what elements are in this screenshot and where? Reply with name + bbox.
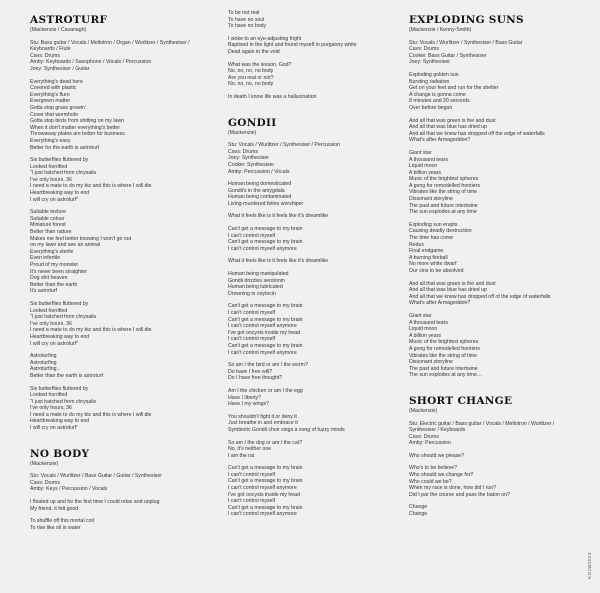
lyric-line: Over before begun xyxy=(409,104,453,111)
lyric-line: You shouldn't fight it or deny it xyxy=(228,413,297,420)
lyric-line: "I just hatched from chrysalis xyxy=(30,398,97,405)
lyric-line: My friend, it felt good xyxy=(30,505,79,512)
lyric-line: Giant star xyxy=(409,149,432,156)
lyric-line: I can't control myself xyxy=(228,310,276,316)
lyric-line: Miniature forest xyxy=(30,222,66,229)
lyric-line: Exploding golden sun xyxy=(409,71,459,78)
lyric-line: To have no body xyxy=(228,23,267,30)
lyric-line: What's after Armageddon? xyxy=(409,300,471,307)
personnel-credits xyxy=(30,473,210,493)
lyric-stanza xyxy=(30,209,210,295)
lyric-line: I can't control myself xyxy=(228,336,276,343)
lyric-stanza xyxy=(228,271,408,297)
personnel-credits xyxy=(30,40,210,73)
lyric-line: Music of the brightest spheres xyxy=(409,339,479,346)
song-writers: (Mackenzie / Kenny-Smith) xyxy=(409,27,472,33)
lyric-stanza xyxy=(228,36,408,56)
lyric-line: Liquid moon xyxy=(409,163,438,170)
lyric-line: Causing deadly destruction xyxy=(409,228,472,235)
lyric-line: No, no, no, no body xyxy=(228,68,274,75)
lyric-line: A gong for remodelled frontiers xyxy=(409,345,480,352)
lyric-line: No, it's neither one xyxy=(228,446,272,453)
lyric-line: A change is gonna come xyxy=(409,91,466,98)
lyric-line: I can't control myself anymore xyxy=(228,485,297,492)
lyric-line: I can't control myself xyxy=(228,232,276,239)
lyric-line: Evergreen matter xyxy=(30,98,71,105)
personnel-line: Cavs: Drums xyxy=(409,46,439,53)
lyric-line: And all that was blue has dried up xyxy=(409,287,487,294)
lyric-line: Covered with plastic xyxy=(30,85,77,92)
lyric-line: Human being manipulated xyxy=(228,271,289,278)
lyric-line: Are you real or not? xyxy=(228,74,274,81)
lyric-line: Everything's dead here xyxy=(30,78,83,85)
lyric-line: No more white dwarf xyxy=(409,261,457,268)
lyric-stanza xyxy=(228,226,408,252)
lyric-line: So am I the dog or am I the cat? xyxy=(228,439,303,446)
lyric-stanza xyxy=(228,388,408,408)
lyric-line: I've only hours, 36 xyxy=(30,320,72,327)
song-block xyxy=(409,14,589,379)
lyric-line: Change xyxy=(409,504,428,511)
lyric-line: Throwaway plates are better for business xyxy=(30,131,125,138)
personnel-credits xyxy=(409,40,589,66)
personnel-line: Cavs: Drums xyxy=(409,433,439,440)
lyric-line: And all that we knew has dropped off of the edge of waterfalls xyxy=(409,293,551,300)
lyric-line: What it feels like is it feels like it's dreamlike xyxy=(228,258,329,265)
lyric-line: Can't get a message to my brain xyxy=(228,478,303,485)
lyric-line: What's after Armageddon? xyxy=(409,137,471,144)
lyric-line: Gotta stop grass growin' xyxy=(30,104,86,111)
lyric-stanza xyxy=(30,386,210,432)
lyric-stanza xyxy=(409,453,589,460)
lyric-line: Better for the earth is astroturf xyxy=(30,144,99,151)
song-writers: (Mackenzie) xyxy=(228,129,257,136)
lyric-line: I've only hours, 36 xyxy=(30,405,72,412)
lyric-line: 8 minutes and 20 seconds xyxy=(409,98,470,105)
song-title: SHORT CHANGE xyxy=(409,394,513,407)
lyric-line: I need a mate to do my biz and this is where I will die xyxy=(30,183,152,190)
lyric-line: A gong for remodelled frontiers xyxy=(409,182,480,189)
lyric-stanza xyxy=(228,94,408,101)
personnel-line: Cavs: Drums xyxy=(228,148,258,155)
lyric-line: "I just hatched from chrysalis xyxy=(30,170,97,177)
lyric-line: Did I par the course and pass the baton on? xyxy=(409,491,510,498)
lyric-line: I will cry on astroturf" xyxy=(30,196,78,203)
lyric-line: Even infertile xyxy=(30,255,60,262)
personnel-credits xyxy=(228,142,408,175)
lyric-line: Looked horrified xyxy=(30,392,68,399)
lyric-line: Am I the chicken or am I the egg xyxy=(228,387,303,394)
lyric-stanza xyxy=(409,222,589,275)
lyric-line: Dead again in the void xyxy=(228,48,280,55)
lyric-line: A thousand tears xyxy=(409,156,448,163)
lyric-line: Looked horrified xyxy=(30,307,68,314)
personnel-line: Amby: Percussion xyxy=(409,440,451,447)
lyric-line: When it don't matter everything's better xyxy=(30,124,120,131)
song-writers: (Mackenzie) xyxy=(409,407,438,414)
lyric-line: I woke to an eye-adjusting fright xyxy=(228,35,302,42)
lyric-line: To be not real xyxy=(228,10,260,16)
lyric-line: Suitable texture xyxy=(30,209,67,216)
lyric-stanza xyxy=(228,414,408,434)
personnel-line: Amby: Keyboards / Saxophone / Vocals / Percussion xyxy=(30,59,152,66)
personnel-line: Amby: Keys / Percussion / Vocals xyxy=(30,486,108,493)
personnel-line: Cookie: Synthesiser xyxy=(228,161,275,168)
lyric-stanza xyxy=(409,313,589,379)
lyric-line: Liquid moon xyxy=(409,326,438,333)
lyric-line: I am the rat xyxy=(228,452,255,459)
lyric-line: Do have I free will? xyxy=(228,368,273,375)
lyric-line: I need a mate to do my biz and this is where I will die xyxy=(30,327,152,334)
lyric-line: And all that was blue has dried up xyxy=(409,124,487,131)
lyric-line: Suitable colour xyxy=(30,215,65,222)
song-title: NO BODY xyxy=(30,447,90,460)
song-title: GONDII xyxy=(228,116,277,129)
lyric-line: Gondii's in the amygdala xyxy=(228,187,285,194)
lyric-line: In death I know life was a hallucination xyxy=(228,93,317,100)
personnel-line: Stu: Vocals / Wurlitzer / Bass Guitar / Guitar / Synthesiser xyxy=(30,473,162,480)
lyric-stanza xyxy=(228,213,408,220)
personnel-line: Stu: Vocals / Wurlitzer / Synthesiser / Bass Guitar xyxy=(409,39,523,46)
lyric-line: "I just hatched from chrysalis xyxy=(30,314,97,321)
song-title: EXPLODING SUNS xyxy=(409,14,524,26)
personnel-line: Stu: Vocals / Wurlitzer / Synthesiser / Percussion xyxy=(228,142,341,149)
lyric-stanza xyxy=(30,157,210,203)
lyric-line: I floated up and for the first time I could relax and unplug xyxy=(30,499,160,506)
lyric-line: Astroturfing xyxy=(30,359,57,366)
lyric-line: A burning fireball xyxy=(409,254,448,261)
lyric-line: Can't get a message to my brain xyxy=(228,342,303,349)
lyric-stanza xyxy=(409,150,589,216)
lyric-line: on my lawn and see an animal xyxy=(30,242,101,249)
lyric-line: I can't control myself anymore xyxy=(228,511,297,518)
personnel-line: Stu: Electric guitar / Bass guitar / Vocals / Mellotron / Wurlitzer / xyxy=(409,420,555,427)
lyric-line: I've got oocysts inside my head xyxy=(228,329,300,336)
personnel-line: Keyboards / Flute xyxy=(30,46,71,53)
lyric-line: The sun explodes at any time… xyxy=(409,372,482,379)
lyric-stanza xyxy=(409,72,589,112)
lyric-line: Baptised in the light and found myself in purgatory white xyxy=(228,42,357,49)
lyric-line: Have I liberty? xyxy=(228,394,262,401)
lyric-line: A billion years xyxy=(409,332,442,339)
lyric-line: Can't get a message to my brain xyxy=(228,303,303,310)
lyric-line: Everything's easy xyxy=(30,137,71,144)
lyric-line: Our sins to be absolved xyxy=(409,268,464,274)
lyric-line: Heartbreaking way to end xyxy=(30,418,90,425)
lyric-stanza xyxy=(30,301,210,347)
lyric-line: Can't get a message to my brain xyxy=(228,465,303,472)
lyric-line: Dog shit heaven xyxy=(30,275,68,282)
song-block xyxy=(228,117,408,519)
personnel-credits xyxy=(409,421,589,447)
lyric-line: Better than the earth xyxy=(30,281,78,288)
lyric-line: Who should we please? xyxy=(409,452,465,459)
lyric-stanza xyxy=(228,440,408,460)
lyric-line: Everything's fluro xyxy=(30,91,70,98)
lyric-line: Who could we be? xyxy=(409,478,452,485)
lyric-line: I can't control myself xyxy=(228,498,276,505)
lyric-line: Heartbreaking way to end xyxy=(30,190,90,197)
lyric-line: Looked horrified xyxy=(30,163,68,170)
lyric-line: The sun explodes at any time xyxy=(409,209,477,216)
lyric-line: When my race is done, how did I run? xyxy=(409,485,497,492)
lyric-line: I can't control myself anymore xyxy=(228,245,297,252)
lyric-line: I've only hours, 36 xyxy=(30,176,72,183)
lyric-line: Drowning in oxytocin xyxy=(228,290,276,297)
lyric-line: Dissonant storyline xyxy=(409,196,453,203)
lyric-stanza xyxy=(228,465,408,518)
lyric-line: To shuffle off this mortal coil xyxy=(30,518,94,525)
lyric-line: Redux xyxy=(409,241,424,248)
lyric-line: Just breathe in and embrace it xyxy=(228,420,298,427)
lyric-line: What was the lesson, God? xyxy=(228,61,292,68)
lyric-line: Who's to be believe? xyxy=(409,465,457,472)
lyric-line: Human being lubricated xyxy=(228,284,283,291)
lyric-line: Astroturfing... xyxy=(30,366,61,373)
lyric-line: No, no, no, no body xyxy=(228,81,274,88)
lyric-line: Living-murdered feline worshiper xyxy=(228,200,304,207)
lyric-line: Vibrates like the string of time xyxy=(409,352,477,359)
lyric-line: Final endgame xyxy=(409,248,444,255)
lyric-line: Makes me feel better knowing I won't go out xyxy=(30,235,132,242)
song-block xyxy=(30,448,210,532)
personnel-line: Cavs: Drums xyxy=(30,479,60,486)
lyric-line: Change xyxy=(409,511,428,518)
lyric-line: Can't get a message to my brain xyxy=(228,316,303,323)
lyric-stanza xyxy=(228,362,408,382)
lyric-line: To rise like oil in water xyxy=(30,524,81,531)
lyric-stanza xyxy=(228,10,408,30)
lyric-line: Astroturfing xyxy=(30,353,57,360)
lyric-line: Vibrates like the string of time xyxy=(409,189,477,196)
lyric-line: Better than nature xyxy=(30,229,72,236)
personnel-line: Stu: Bass guitar / Vocals / Mellotron / Organ / Wurlitzer / Synthesiser / xyxy=(30,39,190,46)
lyric-line: I can't control myself anymore xyxy=(228,323,297,330)
lyric-line: I will cry on astroturf" xyxy=(30,425,78,432)
lyric-line: And all that was green is fire and dust xyxy=(409,117,496,124)
lyric-line: A thousand tears xyxy=(409,319,448,326)
lyric-line: To have no soul xyxy=(228,16,265,23)
lyric-line: Better than the earth is astroturf xyxy=(30,372,103,379)
personnel-line: Amby: Percussion / Vocals xyxy=(228,168,290,175)
personnel-line: Synthesiser / Keyboards xyxy=(409,427,466,434)
lyric-line: The time has come xyxy=(409,235,454,242)
song-block xyxy=(228,10,408,101)
song-block xyxy=(30,14,210,432)
lyric-line: I will cry on astroturf" xyxy=(30,340,78,347)
lyric-line: Gondii drizzles serotonin xyxy=(228,277,285,284)
lyric-line: Dissonant storyline xyxy=(409,359,453,366)
lyric-stanza xyxy=(30,79,210,152)
lyric-line: Human being domesticated xyxy=(228,181,292,188)
personnel-line: Cookie: Bass Guitar / Synthesiser xyxy=(409,52,487,59)
column-middle xyxy=(228,10,408,524)
personnel-line: Cavs: Drums xyxy=(30,52,60,59)
lyric-line: Six butterflies fluttered by xyxy=(30,300,89,307)
lyric-stanza xyxy=(409,465,589,498)
lyric-line: Music of the brightest spheres xyxy=(409,176,479,183)
personnel-line: Joey: Synthesiser xyxy=(228,155,269,162)
lyric-line: Exploding sun erupts xyxy=(409,221,458,228)
lyric-line: It's never been straighter xyxy=(30,268,87,275)
lyric-line: Can't get a message to my brain xyxy=(228,226,303,233)
lyric-stanza xyxy=(228,181,408,207)
lyric-stanza xyxy=(228,303,408,356)
song-block xyxy=(409,395,589,518)
song-writers: (Mackenzie) xyxy=(30,460,59,467)
lyric-stanza xyxy=(409,504,589,517)
lyric-stanza xyxy=(228,62,408,88)
lyric-line: I can't control myself xyxy=(228,471,276,478)
lyric-line: A billion years xyxy=(409,169,442,176)
lyric-line: Have I my wings? xyxy=(228,401,269,408)
lyric-line: Human being contaminated xyxy=(228,194,292,201)
lyric-line: Symbiotic Gondii choir sings a song of fuzzy minds xyxy=(228,426,345,433)
lyric-line: And all that was green is fire and dust xyxy=(409,280,496,287)
lyric-stanza xyxy=(30,353,210,379)
lyric-line: Bursting radiation xyxy=(409,78,450,85)
lyric-stanza xyxy=(228,258,408,265)
lyric-line: I need a mate to do my biz and this is where I will die xyxy=(30,411,152,418)
lyric-line: It's astroturf xyxy=(30,288,57,295)
lyric-line: Heartbreaking way to end xyxy=(30,333,90,340)
lyric-stanza xyxy=(409,281,589,307)
song-title: ASTROTURF xyxy=(30,14,108,26)
column-right xyxy=(409,10,589,524)
lyric-line: The past and future intertwine xyxy=(409,202,478,209)
lyric-line: I can't control myself anymore xyxy=(228,349,297,356)
lyric-line: And all that we knew has dropped off the edge of waterfalls xyxy=(409,130,545,137)
lyric-line: Can't get a message to my brain xyxy=(228,239,303,246)
lyric-line: Gotta stop birds from shitting on my lawn xyxy=(30,118,124,125)
lyric-line: Get on your feet and run for the shelter xyxy=(409,85,499,92)
catalog-number: KGLW2023 xyxy=(587,552,592,579)
personnel-line: Joey: Synthesiser xyxy=(409,59,450,66)
lyric-line: Can't get a message to my brain xyxy=(228,504,303,511)
column-left xyxy=(30,10,210,537)
lyric-line: Six butterflies fluttered by xyxy=(30,385,89,392)
lyric-line: The past and future intertwine xyxy=(409,365,478,372)
lyric-line: What it feels like is it feels like it's dreamlike xyxy=(228,213,329,220)
lyric-stanza xyxy=(30,518,210,531)
lyric-line: Six butterflies fluttered by xyxy=(30,157,89,164)
lyric-stanza xyxy=(30,499,210,512)
song-writers: (Mackenzie / Cavanagh) xyxy=(30,27,87,33)
lyric-line: Giant star xyxy=(409,312,432,319)
lyric-line: Everything's sterile xyxy=(30,248,74,255)
lyric-line: Cover that wormhole xyxy=(30,111,78,118)
lyric-line: Proud of my monster xyxy=(30,262,79,268)
lyric-stanza xyxy=(409,118,589,144)
lyric-line: I've got oocysts inside my head xyxy=(228,491,300,498)
lyric-line: Do I have free thought? xyxy=(228,375,283,382)
lyric-line: So am I the bird or am I the worm? xyxy=(228,362,308,369)
lyric-line: Who should we change for? xyxy=(409,472,474,479)
personnel-line: Joey: Synthesiser / Guitar xyxy=(30,65,90,72)
